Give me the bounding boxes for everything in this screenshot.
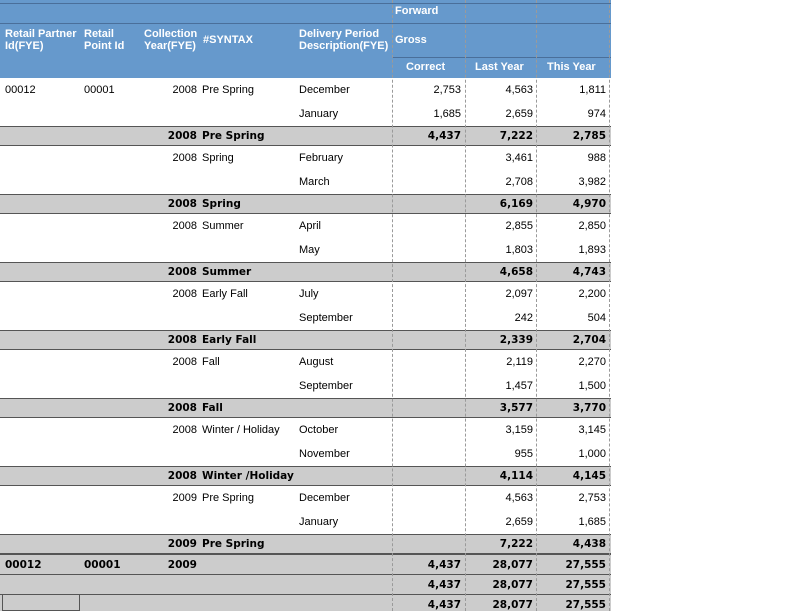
header-collection-year-line1: Collection [144,28,198,40]
cell-month: December [299,492,350,504]
cell-year [139,575,197,594]
cell-partner [5,575,75,594]
cell-last: 2,339 [499,334,533,346]
cell-partner [5,350,75,374]
cell-year: 2008 [172,356,197,368]
cell-year [139,510,197,534]
cell-partner [5,214,75,238]
cell-this: 4,145 [572,470,606,482]
table-row[interactable] [0,418,611,442]
cell-season [202,442,294,466]
cell-partner [5,418,75,442]
divider-delivery-correct [392,0,393,611]
cell-point [84,595,139,611]
cell-this: 27,555 [565,558,606,571]
cell-point [84,214,139,238]
cell-correct [392,146,461,170]
divider-last-this [536,0,537,611]
header-retail-partner[interactable] [0,24,79,78]
cell-season [202,575,294,594]
header-collection-year-line2: Year(FYE) [144,40,196,52]
cell-point [84,170,139,194]
header-correct-label: Correct [406,61,446,73]
header-forward-label: Forward [395,5,439,17]
cell-year: 2009 [167,538,197,550]
subtotal-row[interactable] [0,126,611,146]
cell-last: 3,577 [499,402,533,414]
cell-partner [5,442,75,466]
cell-partner [5,146,75,170]
cell-this: 3,770 [572,402,606,414]
cell-point [84,374,139,398]
cell-point [84,282,139,306]
cell-last: 242 [514,312,533,324]
cell-correct [392,214,461,238]
cell-last: 2,097 [505,288,533,300]
cell-this: 3,982 [578,176,606,188]
cell-year: 2008 [172,84,197,96]
cell-season: Spring [202,152,234,164]
header-this-year[interactable] [536,57,611,78]
cell-year: 2008 [172,152,197,164]
table-row[interactable] [0,170,611,194]
cell-season [202,306,294,330]
divider-correct-last [465,0,466,611]
cell-correct: 1,685 [433,108,461,120]
cell-partner [5,306,75,330]
cell-year: 2008 [167,334,197,346]
cell-season: Pre Spring [202,492,254,504]
cell-partner [5,170,75,194]
cell-point [84,575,139,594]
subtotal-row[interactable] [0,194,611,214]
cell-partner [5,282,75,306]
cell-correct [392,442,461,466]
selected-cell[interactable] [2,594,80,611]
cell-correct: 4,437 [427,578,461,591]
subtotal-row[interactable] [0,398,611,418]
cell-correct [392,418,461,442]
header-delivery-period-line1: Delivery Period [299,28,380,40]
cell-point [84,350,139,374]
cell-last: 955 [514,448,533,460]
header-delivery-period[interactable] [294,24,392,78]
header-gross[interactable] [392,24,465,57]
cell-season: Summer [202,266,252,278]
cell-season: Fall [202,402,223,414]
cell-correct [392,282,461,306]
cell-correct [392,238,461,262]
subtotal-row[interactable] [0,330,611,350]
cell-month: January [299,516,339,528]
cell-correct: 4,437 [427,558,461,571]
cell-year: 2009 [167,558,197,571]
table-row[interactable] [0,510,611,534]
cell-year [139,374,197,398]
table-row[interactable] [0,374,611,398]
cell-year [139,102,197,126]
subtotal-row[interactable] [0,466,611,486]
cell-season: Early Fall [202,288,248,300]
header-gross-fill [465,24,611,57]
table-row[interactable] [0,486,611,510]
cell-month: September [299,380,353,392]
header-gross-label: Gross [395,34,427,46]
cell-last: 2,855 [505,220,533,232]
cell-correct [392,399,461,417]
subtotal-row[interactable] [0,534,611,554]
cell-year: 2008 [167,266,197,278]
cell-partner [5,374,75,398]
table-row[interactable] [0,350,611,374]
cell-correct [392,170,461,194]
header-retail-point[interactable] [79,24,139,78]
cell-this: 2,704 [572,334,606,346]
cell-month: January [299,108,339,120]
cell-this: 1,811 [579,84,606,96]
cell-season: Spring [202,198,241,210]
header-this-year-label: This Year [547,61,596,73]
cell-this: 2,753 [578,492,606,504]
table-row[interactable] [0,238,611,262]
cell-season [202,595,294,611]
cell-correct [392,535,461,553]
cell-last: 4,658 [499,266,533,278]
cell-last: 6,169 [499,198,533,210]
cell-correct [392,467,461,485]
cell-this: 4,438 [572,538,606,550]
header-last-year[interactable] [465,57,536,78]
table-row[interactable] [0,78,611,102]
header-correct[interactable] [392,57,465,78]
cell-point [84,146,139,170]
cell-correct: 4,437 [427,598,461,611]
cell-month: February [299,152,344,164]
cell-year: 2009 [172,492,197,504]
cell-month: April [299,220,322,232]
cell-correct [392,331,461,349]
cell-correct [392,350,461,374]
cell-month: December [299,84,350,96]
cell-last: 3,159 [505,424,533,436]
cell-season [202,374,294,398]
total-row[interactable] [0,594,611,611]
cell-season: Pre Spring [202,130,265,142]
cell-partner: 00012 [5,558,42,571]
cell-correct [392,195,461,213]
cell-month: July [299,288,319,300]
cell-year [139,595,197,611]
cell-year [139,238,197,262]
table-row[interactable] [0,282,611,306]
cell-month: September [299,312,353,324]
cell-season [202,170,294,194]
cell-season [202,102,294,126]
cell-month: March [299,176,330,188]
cell-year: 2008 [167,198,197,210]
header-retail-partner-line1: Retail Partner [5,28,77,40]
cell-season [202,555,294,574]
cell-this: 2,270 [578,356,606,368]
table-row[interactable] [0,442,611,466]
cell-correct: 2,753 [433,84,461,96]
table-row[interactable] [0,102,611,126]
header-line-1 [0,3,611,4]
header-retail-point-line1: Retail [84,28,114,40]
cell-month: November [299,448,350,460]
cell-last: 4,563 [505,84,533,96]
cell-this: 3,145 [578,424,606,436]
header-line-3 [392,57,611,58]
cell-year [139,442,197,466]
cell-last: 7,222 [499,130,533,142]
header-last-year-label: Last Year [475,61,524,73]
cell-this: 1,685 [578,516,606,528]
cell-season [202,510,294,534]
cell-last: 2,659 [505,516,533,528]
cell-season [202,238,294,262]
header-retail-partner-line2: Id(FYE) [5,40,44,52]
cell-this: 27,555 [565,598,606,611]
cell-last: 3,461 [505,152,533,164]
cell-year: 2008 [167,402,197,414]
cell-season: Winter /Holiday [202,470,294,482]
header-syntax[interactable] [199,24,294,78]
divider-right-edge [609,0,610,611]
cell-season: Fall [202,356,220,368]
cell-last: 28,077 [492,558,533,571]
cell-this: 4,970 [572,198,606,210]
cell-month: May [299,244,320,256]
cell-point [84,442,139,466]
cell-this: 2,785 [572,130,606,142]
cell-season: Pre Spring [202,84,254,96]
cell-point [84,486,139,510]
cell-year [139,306,197,330]
cell-partner [5,102,75,126]
cell-season: Pre Spring [202,538,265,550]
cell-point: 00001 [84,84,115,96]
cell-last: 2,119 [506,356,533,368]
cell-partner: 00012 [5,84,36,96]
cell-this: 1,000 [578,448,606,460]
cell-year: 2008 [167,470,197,482]
cell-point [84,510,139,534]
cell-correct: 4,437 [427,130,461,142]
cell-last: 4,563 [505,492,533,504]
cell-last: 2,708 [505,176,533,188]
cell-season: Early Fall [202,334,257,346]
total-row[interactable] [0,574,611,594]
cell-partner [5,486,75,510]
cell-this: 2,200 [578,288,606,300]
cell-correct [392,263,461,281]
header-retail-point-line2: Point Id [84,40,125,52]
cell-correct [392,374,461,398]
header-line-2 [0,23,611,24]
cell-partner [5,238,75,262]
cell-this: 974 [587,108,606,120]
cell-point [84,238,139,262]
cell-this: 988 [587,152,606,164]
header-delivery-period-line2: Description(FYE) [299,40,389,52]
cell-last: 7,222 [499,538,533,550]
cell-this: 1,893 [578,244,606,256]
table-row[interactable] [0,214,611,238]
cell-this: 27,555 [565,578,606,591]
cell-last: 28,077 [492,598,533,611]
cell-point [84,418,139,442]
table-row[interactable] [0,306,611,330]
cell-correct [392,306,461,330]
cell-this: 1,500 [578,380,606,392]
cell-correct [392,486,461,510]
header-collection-year[interactable] [139,24,199,78]
cell-season: Summer [202,220,244,232]
total-row[interactable] [0,554,611,574]
subtotal-row[interactable] [0,262,611,282]
cell-last: 1,803 [505,244,533,256]
cell-year: 2008 [172,424,197,436]
cell-this: 4,743 [572,266,606,278]
cell-this: 504 [587,312,606,324]
cell-last: 2,659 [505,108,533,120]
cell-last: 28,077 [492,578,533,591]
cell-season: Winter / Holiday [202,424,280,436]
cell-point: 00001 [84,558,121,571]
header-syntax-label: #SYNTAX [203,34,253,46]
cell-month: August [299,356,334,368]
cell-this: 2,850 [578,220,606,232]
cell-year: 2008 [172,220,197,232]
cell-point [84,102,139,126]
cell-year [139,170,197,194]
cell-month: October [299,424,339,436]
table-row[interactable] [0,146,611,170]
cell-last: 4,114 [499,470,533,482]
cell-correct [392,510,461,534]
cell-year: 2008 [167,130,197,142]
cell-partner [5,510,75,534]
cell-year: 2008 [172,288,197,300]
cell-point [84,306,139,330]
cell-last: 1,457 [505,380,533,392]
